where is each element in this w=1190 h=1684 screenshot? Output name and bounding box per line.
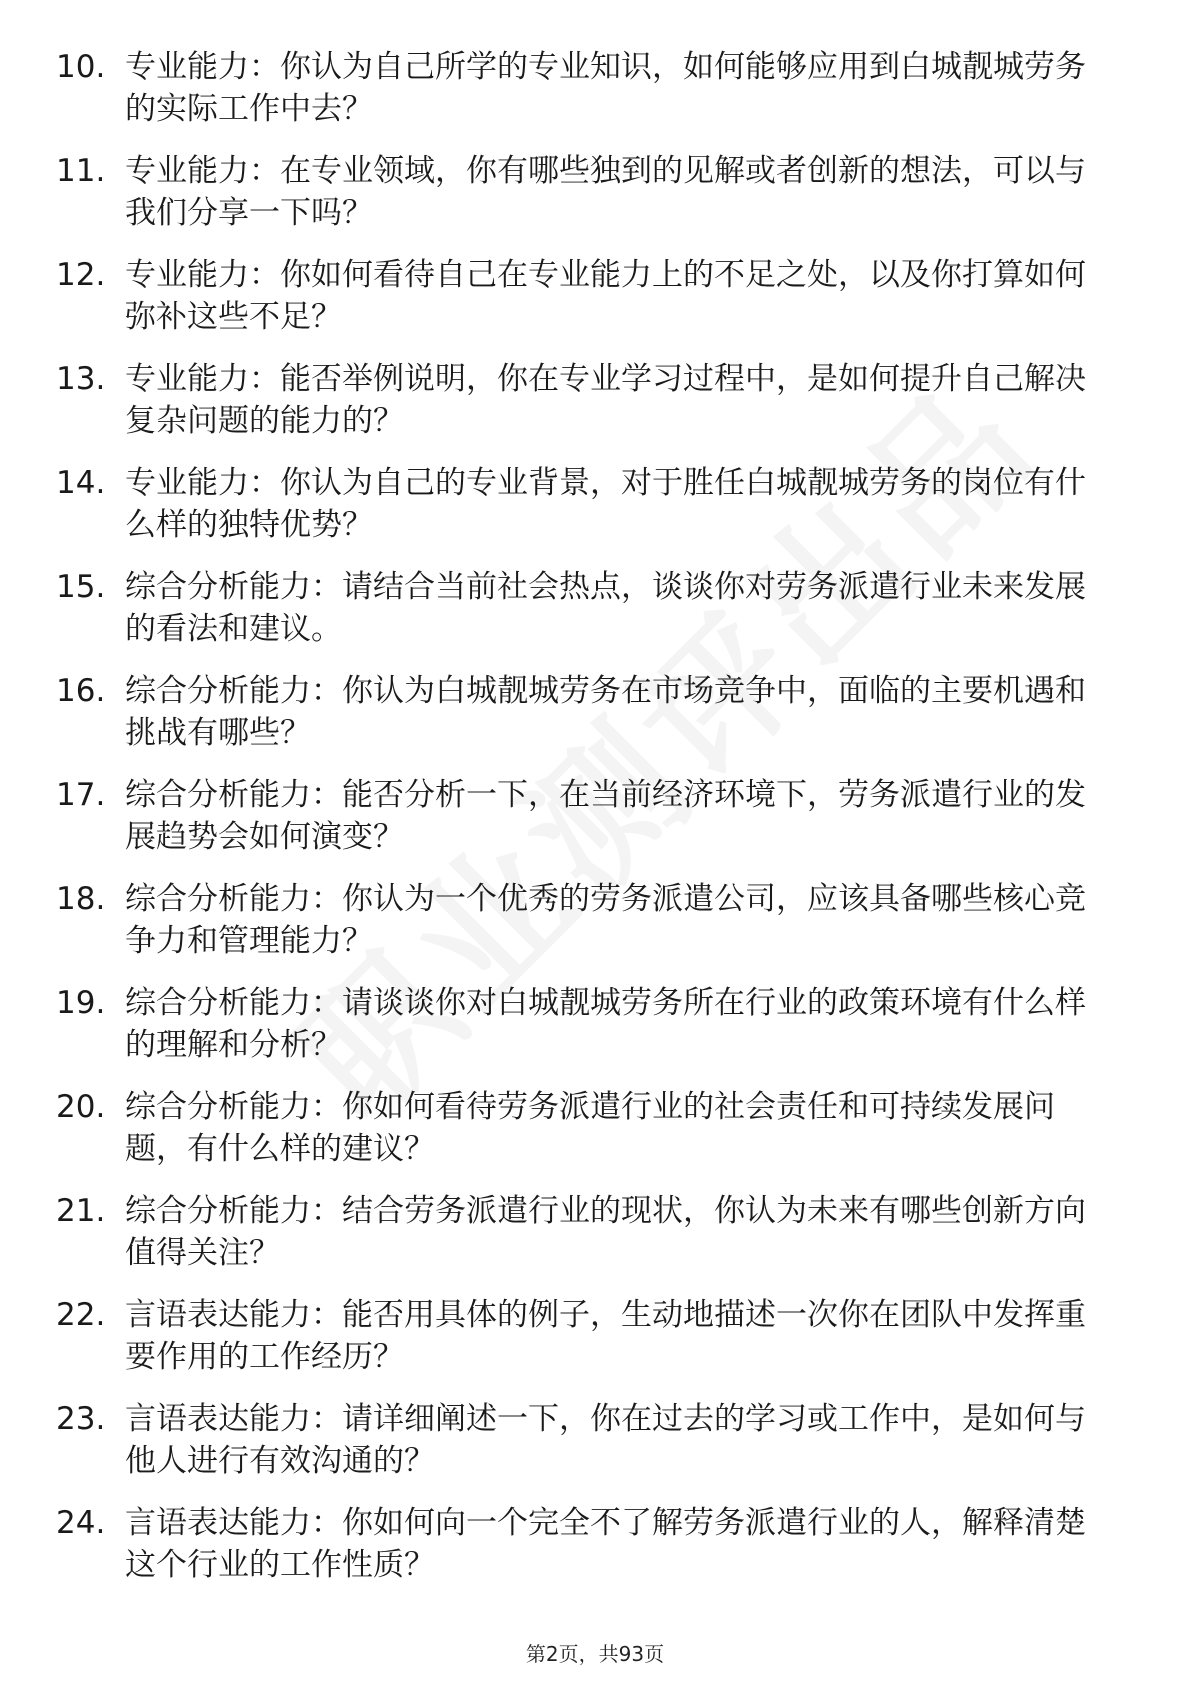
question-number: 19. [56,985,106,1021]
question-number: 13. [56,361,106,397]
question-text: 言语表达能力：请详细阐述一下，你在过去的学习或工作中，是如何与他人进行有效沟通的？ [125,1401,1086,1479]
question-text: 言语表达能力：你如何向一个完全不了解劳务派遣行业的人，解释清楚这个行业的工作性质？ [125,1505,1086,1583]
question-item [0,878,1190,982]
question-text: 综合分析能力：能否分析一下，在当前经济环境下，劳务派遣行业的发展趋势会如何演变？ [125,777,1086,855]
question-item [0,254,1190,358]
question-text: 综合分析能力：请谈谈你对白城靓城劳务所在行业的政策环境有什么样的理解和分析？ [125,985,1086,1063]
question-item [0,1502,1190,1606]
question-number: 10. [56,49,106,85]
question-text: 专业能力：能否举例说明，你在专业学习过程中，是如何提升自己解决复杂问题的能力的？ [125,361,1086,439]
question-number: 24. [56,1505,106,1541]
question-item [0,566,1190,670]
question-item [0,982,1190,1086]
question-text: 专业能力：在专业领域，你有哪些独到的见解或者创新的想法，可以与我们分享一下吗？ [125,153,1086,231]
question-number: 23. [56,1401,106,1437]
question-item [0,150,1190,254]
question-item [0,462,1190,566]
question-number: 22. [56,1297,106,1333]
question-item [0,46,1190,150]
question-number: 18. [56,881,106,917]
question-item [0,670,1190,774]
question-text: 综合分析能力：请结合当前社会热点，谈谈你对劳务派遣行业未来发展的看法和建议。 [125,569,1086,647]
question-text: 言语表达能力：能否用具体的例子，生动地描述一次你在团队中发挥重要作用的工作经历？ [125,1297,1086,1375]
question-text: 综合分析能力：你如何看待劳务派遣行业的社会责任和可持续发展问题，有什么样的建议？ [125,1089,1055,1167]
question-item [0,1190,1190,1294]
question-text: 专业能力：你如何看待自己在专业能力上的不足之处，以及你打算如何弥补这些不足？ [125,257,1086,335]
question-number: 14. [56,465,106,501]
question-item [0,358,1190,462]
question-number: 16. [56,673,106,709]
question-item [0,774,1190,878]
question-list [0,46,1190,1606]
question-text: 综合分析能力：你认为白城靓城劳务在市场竞争中，面临的主要机遇和挑战有哪些？ [125,673,1086,751]
question-number: 11. [56,153,106,189]
question-text: 专业能力：你认为自己的专业背景，对于胜任白城靓城劳务的岗位有什么样的独特优势？ [125,465,1086,543]
question-number: 15. [56,569,106,605]
question-number: 21. [56,1193,106,1229]
question-item [0,1294,1190,1398]
question-number: 17. [56,777,106,813]
page-footer: 第2页，共93页 [525,1642,665,1666]
question-text: 专业能力：你认为自己所学的专业知识，如何能够应用到白城靓城劳务的实际工作中去？ [125,49,1086,127]
question-number: 20. [56,1089,106,1125]
question-item [0,1398,1190,1502]
question-item [0,1086,1190,1190]
question-text: 综合分析能力：你认为一个优秀的劳务派遣公司，应该具备哪些核心竞争力和管理能力？ [125,881,1086,959]
question-number: 12. [56,257,106,293]
question-text: 综合分析能力：结合劳务派遣行业的现状，你认为未来有哪些创新方向值得关注？ [125,1193,1086,1271]
